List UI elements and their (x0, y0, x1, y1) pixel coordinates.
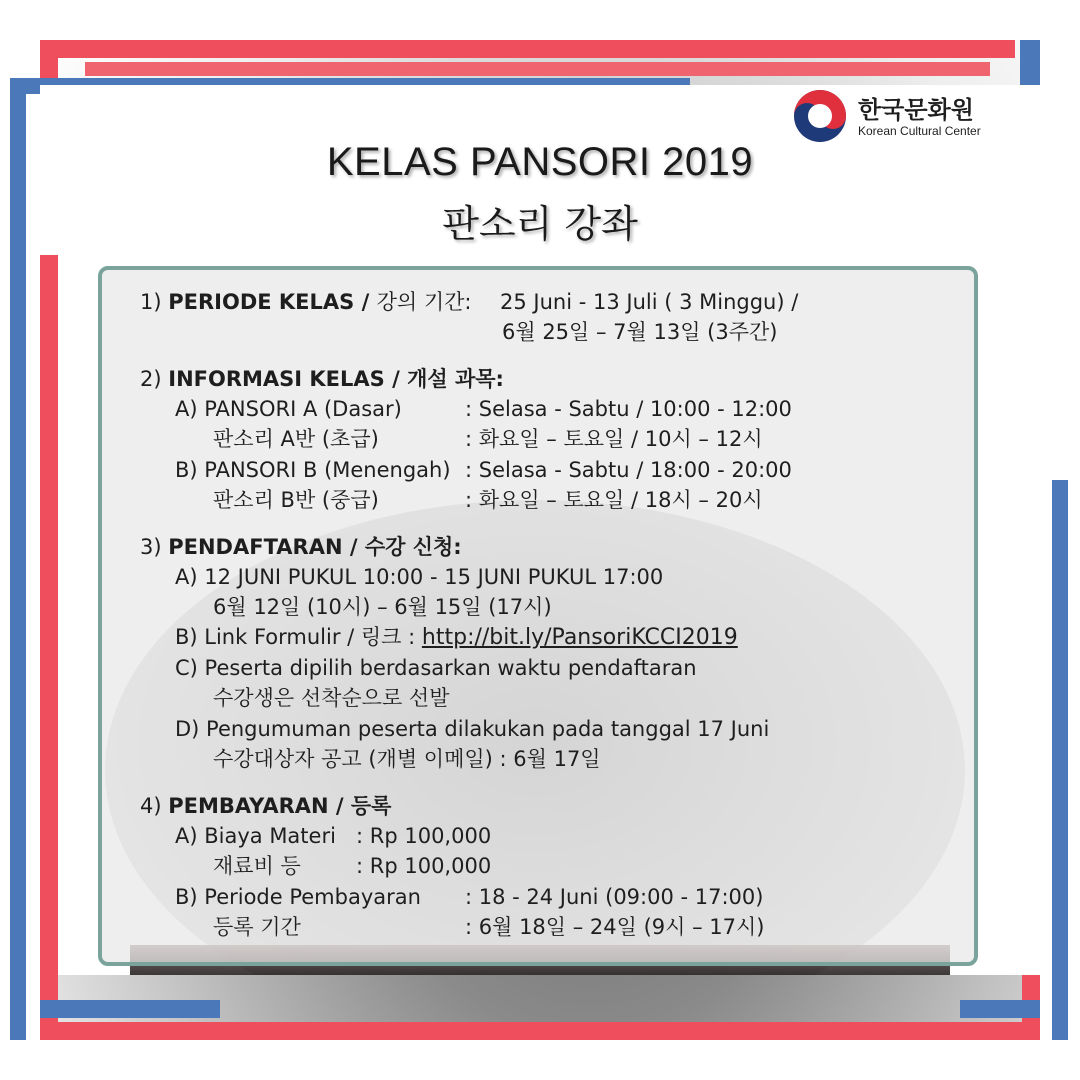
material-fee-value-ko: : Rp 100,000 (356, 854, 492, 878)
section-2-title-ko: 개설 과목: (407, 367, 504, 391)
red-frame-top (40, 40, 1015, 58)
section-2-heading (140, 366, 504, 392)
class-b-label: B) PANSORI B (Menengah) (175, 458, 451, 482)
section-1-title: PERIODE KELAS / (168, 290, 377, 314)
red-frame-bottom (40, 1022, 1040, 1040)
section-1-value-line1: 25 Juni - 13 Juli ( 3 Minggu) / (500, 290, 799, 314)
section-3-title-ko: 수강 신청: (364, 535, 462, 559)
class-b-value-ko: : 화요일 – 토요일 / 18시 – 20시 (465, 488, 763, 512)
section-2-title: INFORMASI KELAS / (168, 367, 408, 391)
form-link-label: B) Link Formulir / 링크 : (175, 625, 422, 649)
blue-frame-bottom (40, 1000, 220, 1018)
class-a-label-ko: 판소리 A반 (초급) (213, 427, 379, 451)
section-1-heading (140, 289, 472, 315)
section-4-number: 4) (140, 794, 162, 818)
form-link[interactable]: http://bit.ly/PansoriKCCI2019 (421, 625, 738, 650)
blue-frame-right (1052, 480, 1068, 1040)
form-link-row (175, 624, 738, 651)
red-frame-left-inner (40, 255, 58, 975)
section-1-number: 1) (140, 290, 162, 314)
red-frame-top-inner (85, 62, 990, 76)
payment-period-value-ko: : 6월 18일 – 24일 (9시 – 17시) (465, 915, 765, 939)
class-a-label: A) PANSORI A (Dasar) (175, 397, 402, 421)
section-4-title-ko: 등록 (350, 794, 392, 818)
logo-korean-text: 한국문화원 (858, 96, 974, 124)
material-fee-label-ko: 재료비 등 (213, 854, 301, 878)
page-title: KELAS PANSORI 2019 (326, 140, 754, 184)
class-a-value: : Selasa - Sabtu / 10:00 - 12:00 (465, 397, 792, 421)
material-fee-value: : Rp 100,000 (356, 824, 492, 848)
material-fee-label: A) Biaya Materi (175, 824, 336, 848)
section-4-title: PEMBAYARAN / (168, 794, 351, 818)
payment-period-label-ko: 등록 기간 (213, 915, 301, 939)
taegeuk-logo-icon (792, 88, 848, 144)
registration-period-ko: 6월 12일 (10시) – 6월 15일 (17시) (213, 595, 552, 619)
section-1-title-ko: 강의 기간: (376, 290, 472, 314)
selection-note: C) Peserta dipilih berdasarkan waktu pendaftaran (175, 656, 697, 680)
section-3-title: PENDAFTARAN / (168, 535, 365, 559)
section-2-number: 2) (140, 367, 162, 391)
logo-english-text: Korean Cultural Center (858, 124, 981, 138)
section-4-heading (140, 793, 391, 819)
selection-note-ko: 수강생은 선착순으로 선발 (213, 686, 450, 710)
page-subtitle: 판소리 강좌 (442, 202, 638, 246)
class-a-value-ko: : 화요일 – 토요일 / 10시 – 12시 (465, 427, 763, 451)
class-b-value: : Selasa - Sabtu / 18:00 - 20:00 (465, 458, 792, 482)
class-b-label-ko: 판소리 B반 (중급) (213, 488, 379, 512)
announcement-note: D) Pengumuman peserta dilakukan pada tanggal 17 Juni (175, 717, 770, 741)
payment-period-value: : 18 - 24 Juni (09:00 - 17:00) (465, 885, 764, 909)
section-1-value-line2: 6월 25일 – 7월 13일 (3주간) (502, 320, 778, 344)
registration-period: A) 12 JUNI PUKUL 10:00 - 15 JUNI PUKUL 17:00 (175, 565, 664, 589)
blue-frame-bottom-right (960, 1000, 1040, 1018)
kcc-logo (792, 88, 992, 148)
section-3-number: 3) (140, 535, 162, 559)
announcement-note-ko: 수강대상자 공고 (개별 이메일) : 6월 17일 (213, 747, 601, 771)
section-3-heading (140, 534, 462, 560)
payment-period-label: B) Periode Pembayaran (175, 885, 421, 909)
